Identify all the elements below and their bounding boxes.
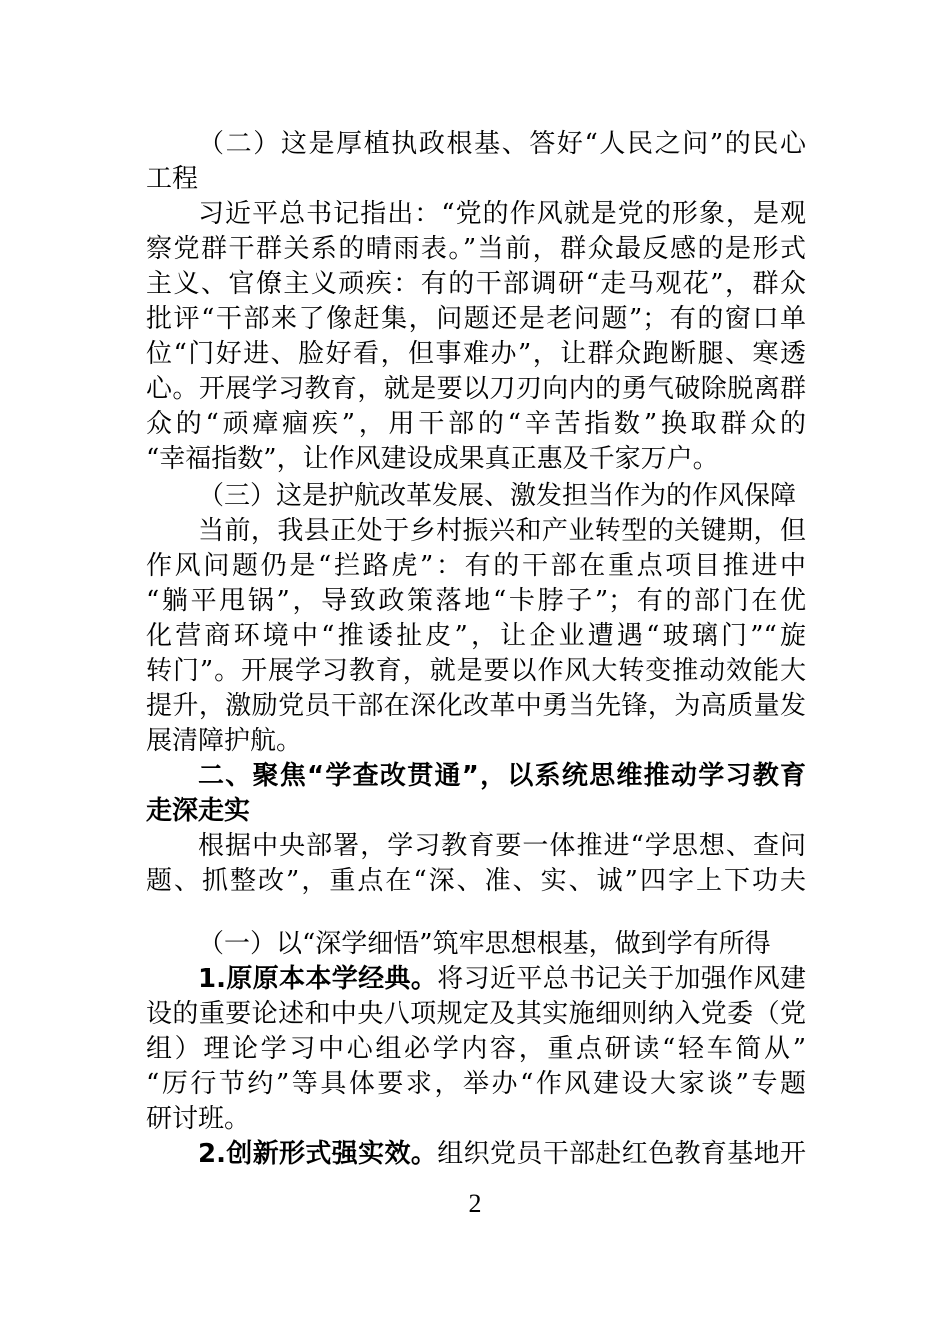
paragraph-line: 设的重要论述和中央八项规定及其实施细则纳入党委（党 xyxy=(146,999,806,1029)
paragraph-line: 展清障护航。 xyxy=(146,726,303,756)
item-2-text: 组织党员干部赴红色教育基地开 xyxy=(437,1139,806,1169)
section-heading-2-line-2: 工程 xyxy=(146,164,199,194)
paragraph-line: 题、抓整改”，重点在“深、准、实、诚”四字上下功夫 xyxy=(146,866,806,896)
section-heading-2-line-1: （二）这是厚植执政根基、答好“人民之问”的民心 xyxy=(198,129,806,159)
paragraph-line: 主义、官僚主义顽疾：有的干部调研“走马观花”，群众 xyxy=(146,269,806,299)
paragraph-line: 察党群干群关系的晴雨表。”当前，群众最反感的是形式 xyxy=(146,234,806,264)
paragraph-line: 转门”。开展学习教育，就是要以作风大转变推动效能大 xyxy=(146,656,806,686)
paragraph-line: 作风问题仍是“拦路虎”：有的干部在重点项目推进中 xyxy=(146,551,806,581)
item-1-label: 1.原原本本学经典。 xyxy=(198,964,438,994)
item-2-first-line xyxy=(198,1136,806,1172)
paragraph-line: “厉行节约”等具体要求，举办“作风建设大家谈”专题 xyxy=(146,1069,806,1099)
item-1-text: 将习近平总书记关于加强作风建 xyxy=(437,964,806,994)
paragraph-line: 化营商环境中“推诿扯皮”，让企业遭遇“玻璃门”“旋 xyxy=(146,621,806,651)
paragraph-line: 批评“干部来了像赶集，问题还是老问题”；有的窗口单 xyxy=(146,304,806,334)
part-heading-2-line-2: 走深走实 xyxy=(146,796,251,826)
paragraph-line: 提升，激励党员干部在深化改革中勇当先锋，为高质量发 xyxy=(146,691,806,721)
item-1-first-line xyxy=(198,961,806,997)
subsection-heading-1: （一）以“深学细悟”筑牢思想根基，做到学有所得 xyxy=(198,929,771,959)
page-number: 2 xyxy=(468,1189,482,1218)
paragraph-line: 组）理论学习中心组必学内容，重点研读“轻车简从” xyxy=(146,1034,806,1064)
paragraph-line: 心。开展学习教育，就是要以刀刃向内的勇气破除脱离群 xyxy=(146,374,806,404)
paragraph-line: 位“门好进、脸好看，但事难办”，让群众跑断腿、寒透 xyxy=(146,339,806,369)
paragraph-line: 当前，我县正处于乡村振兴和产业转型的关键期，但 xyxy=(198,516,806,546)
paragraph-line: 习近平总书记指出：“党的作风就是党的形象，是观 xyxy=(198,199,806,229)
paragraph-line: 众的“顽瘴痼疾”，用干部的“辛苦指数”换取群众的 xyxy=(146,409,806,439)
section-heading-3: （三）这是护航改革发展、激发担当作为的作风保障 xyxy=(198,481,797,511)
part-heading-2-line-1: 二、聚焦“学查改贯通”，以系统思维推动学习教育 xyxy=(198,761,806,791)
item-2-label: 2.创新形式强实效。 xyxy=(198,1139,438,1169)
paragraph-line: “躺平甩锅”，导致政策落地“卡脖子”；有的部门在优 xyxy=(146,586,806,616)
paragraph-line: 研讨班。 xyxy=(146,1104,251,1134)
paragraph-line: “幸福指数”，让作风建设成果真正惠及千家万户。 xyxy=(146,444,719,474)
paragraph-line: 根据中央部署，学习教育要一体推进“学思想、查问 xyxy=(198,831,806,861)
